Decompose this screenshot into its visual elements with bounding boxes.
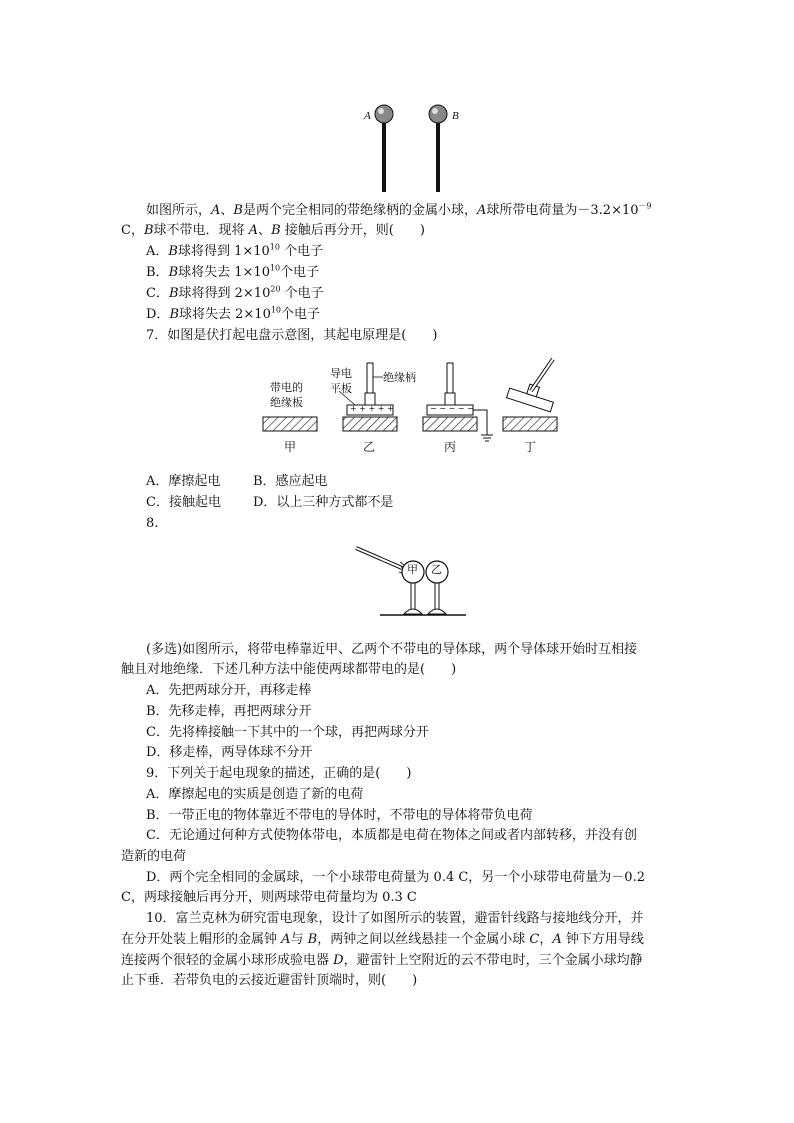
caption-yi: 乙 bbox=[363, 440, 376, 454]
q6-option-b: B．B球将失去 $1\times 10^{10}$个电子 bbox=[146, 263, 320, 280]
q8-option-a: A．先把两球分开，再移走棒 bbox=[146, 683, 312, 698]
charges-plus: + + + + + bbox=[350, 404, 394, 413]
q7-option-c: C．接触起电 bbox=[146, 495, 221, 510]
q8-number: 8. bbox=[146, 516, 159, 531]
q7-option-d: D．以上三种方式都不是 bbox=[253, 495, 394, 510]
q6-stem-line1: 如图所示，A、B是两个完全相同的带绝缘柄的金属小球，A球所带电荷量为$-3.2\times 10^{-9}$ bbox=[146, 201, 652, 218]
q9-option-b: B．一带正电的物体靠近不带电的导体时，不带电的导体将带负电荷 bbox=[146, 808, 533, 823]
q7-stem: 7．如图是伏打起电盘示意图，其起电原理是( ) bbox=[146, 328, 438, 343]
q9-option-d-line2: C，两球接触后再分开，则两球带电荷量均为 0.3 C bbox=[121, 890, 417, 905]
q8-stem-line2: 触且对地绝缘．下述几种方法中能使两球都带电的是( ) bbox=[121, 662, 457, 677]
q9-option-a: A．摩擦起电的实质是创造了新的电荷 bbox=[146, 787, 364, 802]
q8-option-b: B．先移走棒，再把两球分开 bbox=[146, 704, 312, 719]
label-a: A bbox=[364, 110, 371, 122]
caption-bing: 丙 bbox=[444, 440, 457, 454]
q10-line3: 连接两个很轻的金属小球形成验电器 D，避雷针上空附近的云不带电时，三个金属小球均静 bbox=[121, 953, 643, 968]
q6-option-a: A．B球将得到 $1\times 10^{10}$ 个电子 bbox=[146, 242, 324, 259]
q9-stem: 9．下列关于起电现象的描述，正确的是( ) bbox=[146, 766, 412, 781]
q9-option-c-line1: C．无论通过何种方式使物体带电，本质都是电荷在物体之间或者内部转移，并没有创 bbox=[146, 828, 637, 843]
ball-a bbox=[375, 105, 393, 123]
q10-line4: 止下垂．若带负电的云接近避雷针顶端时，则( ) bbox=[121, 973, 418, 988]
q8-stem-line1: (多选)如图所示，将带电棒靠近甲、乙两个不带电的导体球，两个导体球开始时互相接 bbox=[146, 642, 638, 657]
q9-option-c-line2: 造新的电荷 bbox=[121, 849, 187, 864]
ball-b bbox=[429, 105, 447, 123]
q6-stem-line2: C，B球不带电．现将 A、B 接触后再分开，则( ) bbox=[121, 223, 425, 238]
label-charged-plate-1: 带电的 bbox=[270, 381, 303, 394]
label-conductor-2: 平板 bbox=[330, 382, 352, 395]
figure-charged-rod-spheres bbox=[350, 540, 470, 620]
q8-option-d: D．移走棒，两导体球不分开 bbox=[146, 745, 313, 760]
label-charged-plate-2: 绝缘板 bbox=[270, 396, 303, 409]
label-conductor-1: 导电 bbox=[330, 367, 352, 380]
q8-option-c: C．先将棒接触一下其中的一个球，再把两球分开 bbox=[146, 725, 429, 740]
q6-option-c: C．B球将得到 $2\times 10^{20}$ 个电子 bbox=[146, 284, 324, 301]
caption-jia: 甲 bbox=[284, 440, 297, 454]
q10-line2: 在分开处装上帽形的金属钟 A与 B，两钟之间以丝线悬挂一个金属小球 C，A 钟下方用导线 bbox=[121, 932, 644, 947]
q6-option-d: D．B球将失去 $2\times 10^{10}$个电子 bbox=[146, 305, 321, 322]
label-b: B bbox=[452, 110, 459, 122]
label-handle: 绝缘柄 bbox=[383, 371, 416, 384]
charges-minus: − − − − − bbox=[430, 404, 474, 413]
sphere-jia: 甲 bbox=[407, 563, 418, 576]
q10-line1: 10．富兰克林为研究雷电现象，设计了如图所示的装置，避雷针线路与接地线分开，并 bbox=[146, 911, 644, 926]
q7-option-b: B．感应起电 bbox=[253, 474, 328, 489]
q7-option-a: A．摩擦起电 bbox=[146, 474, 221, 489]
caption-ding: 丁 bbox=[524, 440, 537, 454]
sphere-yi: 乙 bbox=[431, 563, 442, 576]
q9-option-d-line1: D．两个完全相同的金属球，一个小球带电荷量为 0.4 C，另一个小球带电荷量为－0.2 bbox=[146, 870, 645, 885]
